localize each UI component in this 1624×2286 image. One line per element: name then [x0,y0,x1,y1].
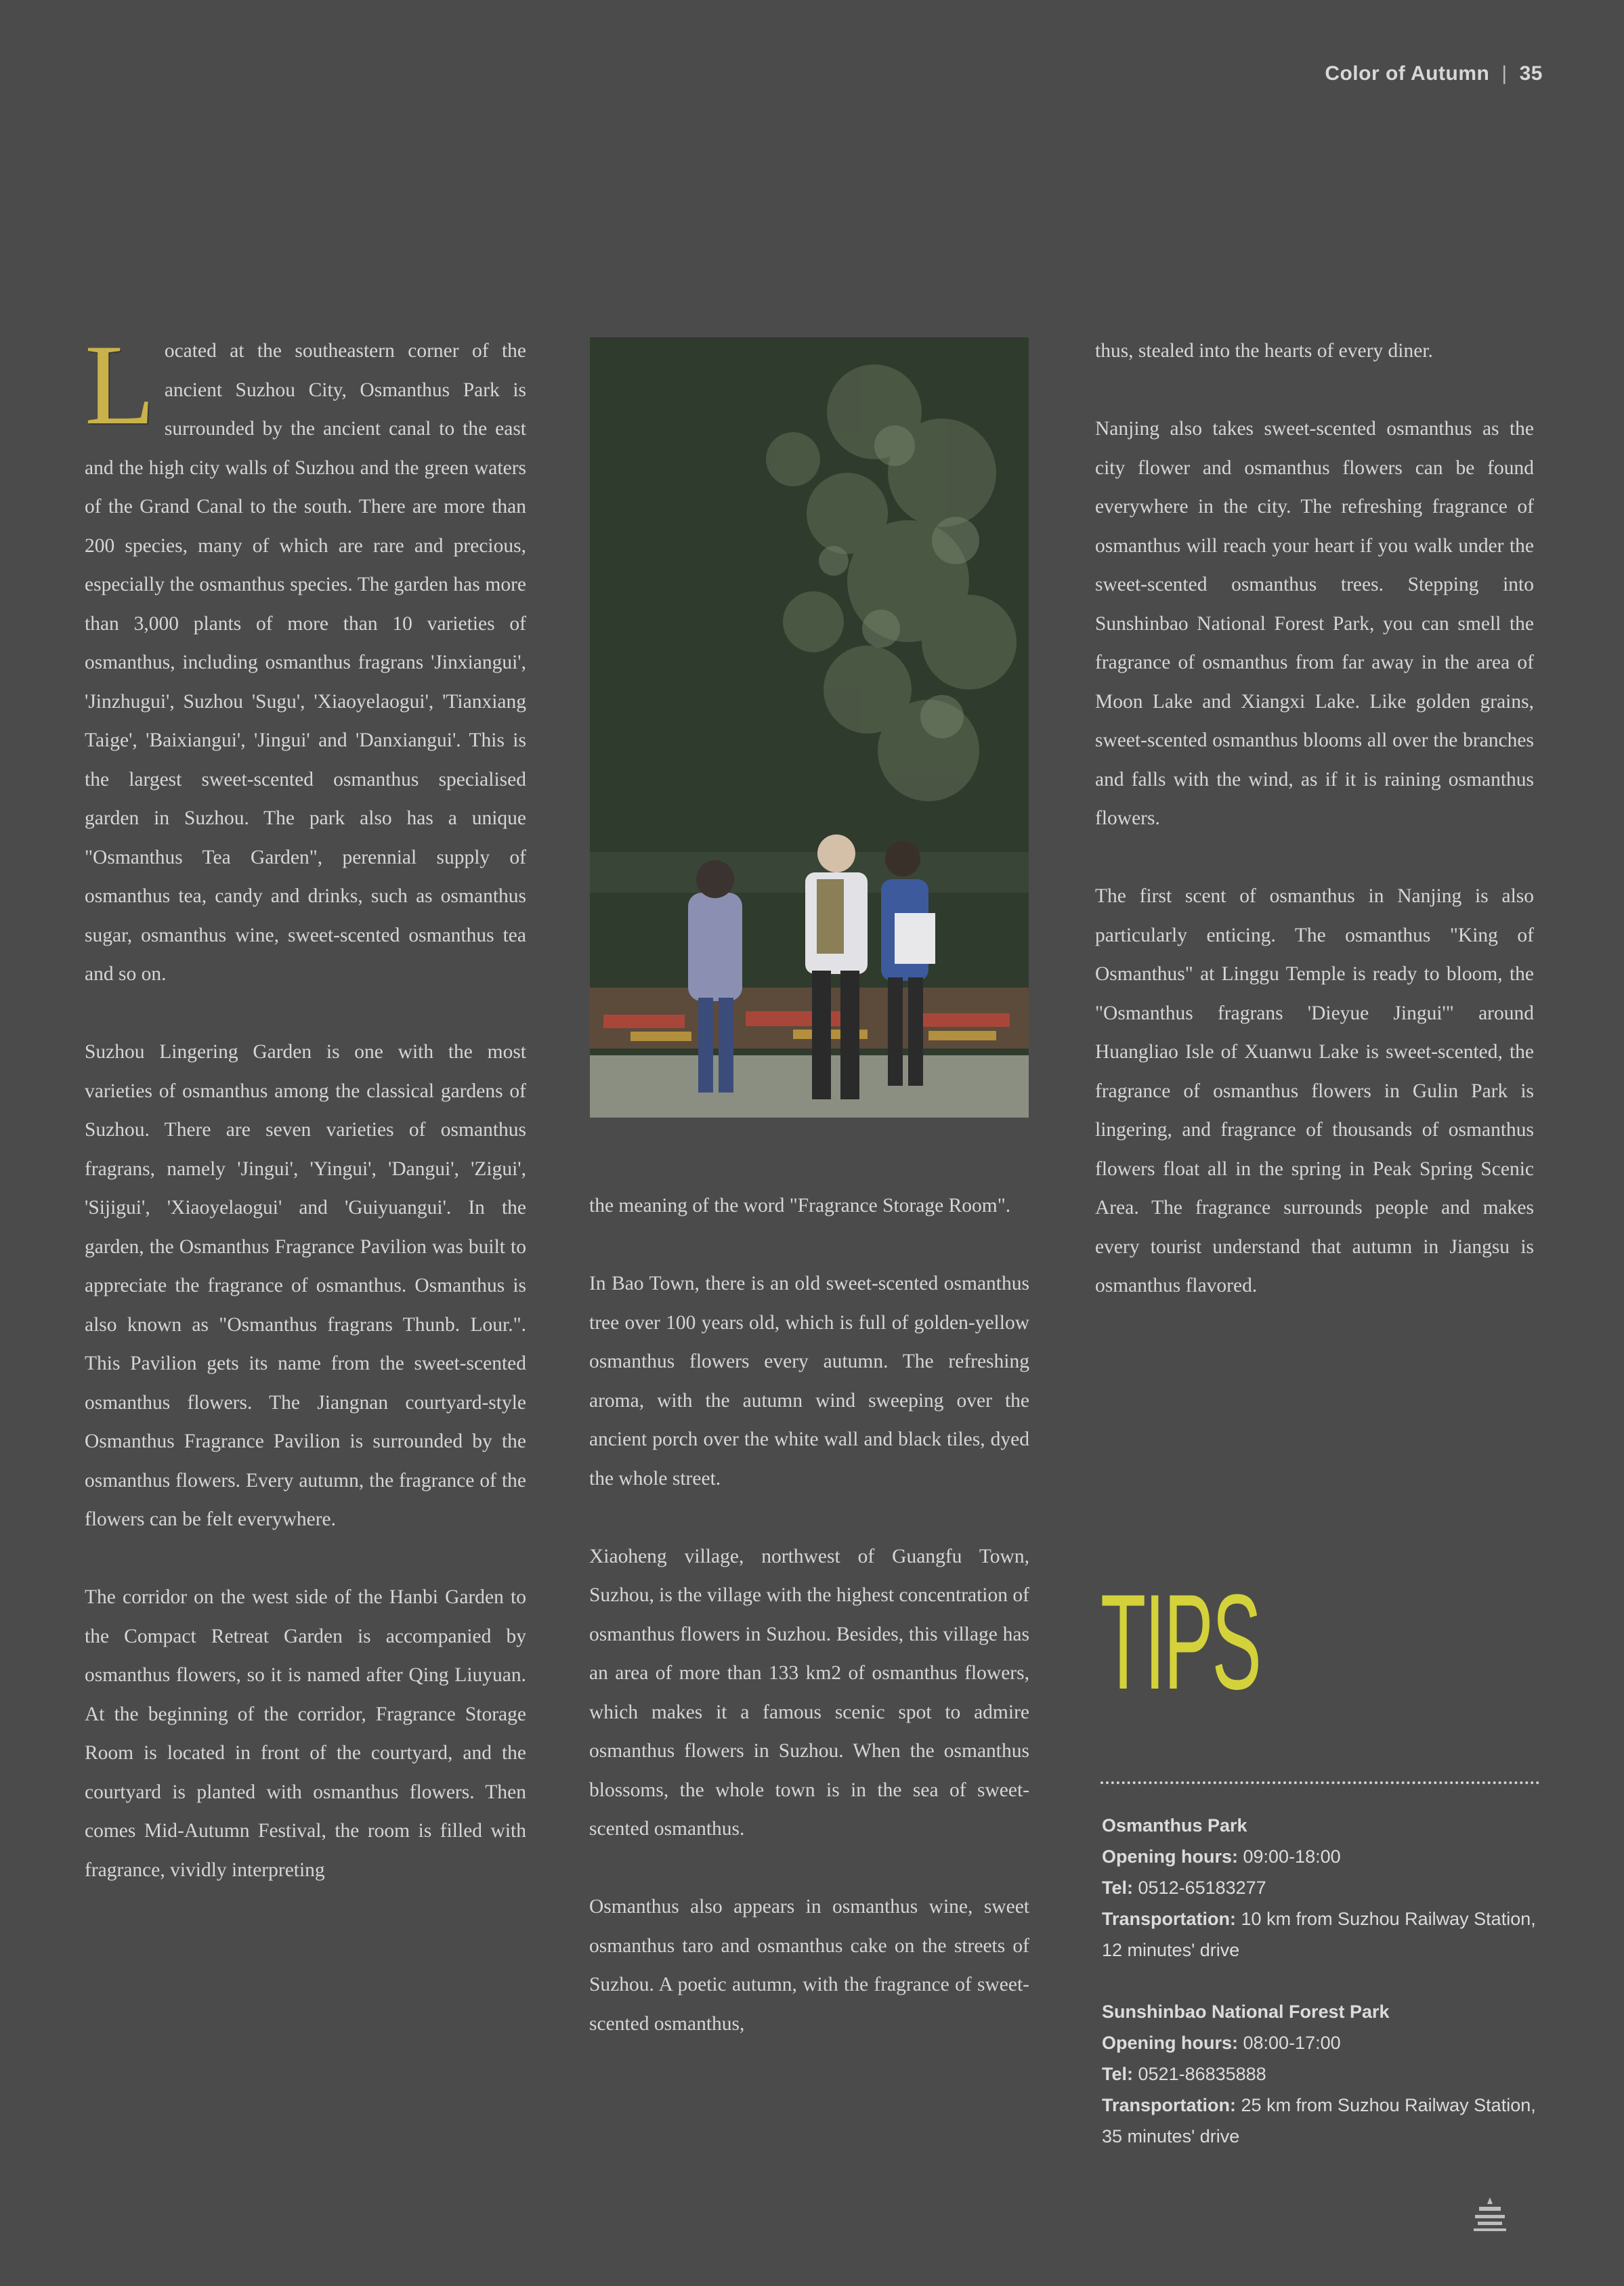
tip-place [1102,1810,1542,1966]
article-column-1 [85,321,526,1929]
paragraph: In Bao Town, there is an old sweet-scented osmanthus tree over 100 years old, which is full of golden-yellow osmanthus flowers every autumn. The refreshing aroma, with the autumn wind sweeping over the ancient porch over the white wall and black tiles, dyed the whole street. [589,1273,1029,1489]
place-name: Osmanthus Park [1102,1815,1247,1836]
drop-cap: L [85,321,155,448]
opening-hours: Opening hours: 09:00-18:00 [1102,1846,1341,1867]
section-title: Color of Autumn [1325,62,1490,85]
tip-place [1102,1996,1542,2152]
dotted-divider [1101,1781,1539,1784]
paragraph-text: ocated at the southeastern corner of the ancient Suzhou City, Osmanthus Park is surrounded by the ancient canal to the east and the high city walls of Suzhou and the green waters of the Grand Canal to the south. There are more than 200 species, many of which are rare and precious, especially the osmanthus species. The garden has more than 3,000 plants of more than 10 varieties of osmanthus, including osmanthus fragrans 'Jinxiangui', 'Jinzhugui', Suzhou 'Sugu', 'Xiaoyelaogui', 'Tianxiang Taige', 'Baixiangui', 'Jingui' and 'Danxiangui'. This is the largest sweet-scented osmanthus specialised garden in Suzhou. The park also has a unique "Osmanthus Tea Garden", perennial supply of osmanthus tea, candy and drinks, such as osmanthus sugar, osmanthus wine, sweet-scented osmanthus tea and so on. [85,340,526,985]
page-number: 35 [1519,62,1543,85]
telephone: Tel: 0521-86835888 [1102,2064,1266,2084]
tips-heading: TIPS [1101,1567,1260,1718]
telephone: Tel: 0512-65183277 [1102,1878,1266,1898]
page-header [1325,62,1543,85]
transportation: Transportation: 25 km from Suzhou Railway Station, 35 minutes' drive [1102,2095,1536,2146]
header-separator: | [1501,62,1508,85]
paragraph: thus, stealed into the hearts of every diner. [1095,340,1433,362]
paragraph: Xiaoheng village, northwest of Guangfu Town, Suzhou, is the village with the highest concentration of osmanthus flowers in Suzhou. Besides, this village has an area of more than 133 km2 of osmanthus flowers, which makes it a famous scenic spot to admire osmanthus flowers in Suzhou. When the osmanthus blossoms, the whole town is in the sea of sweet-scented osmanthus. [589,1545,1029,1840]
article-column-2 [589,1187,1029,2083]
transportation: Transportation: 10 km from Suzhou Railway Station, 12 minutes' drive [1102,1909,1536,1960]
paragraph: The corridor on the west side of the Hanbi Garden to the Compact Retreat Garden is accompanied by osmanthus flowers, so it is named after Qing Liuyuan. At the beginning of the corridor, Fragrance Storage Room is located in front of the courtyard, and the courtyard is planted with osmanthus flowers. Then comes Mid-Autumn Festival, the room is filled with fragrance, vividly interpreting [85,1586,526,1881]
article-column-3 [1095,332,1534,1345]
article-photo [590,337,1029,1118]
paragraph: The first scent of osmanthus in Nanjing is also particularly enticing. The osmanthus "King of Osmanthus" at Linggu Temple is ready to bloom, the "Osmanthus fragrans 'Dieyue Jingui'" around Huangliao Isle of Xuanwu Lake is sweet-scented, the fragrance of osmanthus flowers in Gulin Park is lingering, and fragrance of thousands of osmanthus flowers float all in the spring in Peak Spring Scenic Area. The fragrance surrounds people and makes every tourist understand that autumn in Jiangsu is osmanthus flavored. [1095,885,1534,1296]
magazine-logo-icon [1470,2195,1510,2235]
paragraph: Nanjing also takes sweet-scented osmanthus as the city flower and osmanthus flowers can be found everywhere in the city. The refreshing fragrance of osmanthus will reach your heart if you walk under the sweet-scented osmanthus trees. Stepping into Sunshinbao National Forest Park, you can smell the fragrance of osmanthus from far away in the area of Moon Lake and Xiangxi Lake. Like golden grains, sweet-scented osmanthus blooms all over the branches and falls with the wind, as if it is raining osmanthus flowers. [1095,418,1534,829]
paragraph: Osmanthus also appears in osmanthus wine, sweet osmanthus taro and osmanthus cake on the streets of Suzhou. A poetic autumn, with the fragrance of sweet-scented osmanthus, [589,1896,1029,2035]
paragraph: Suzhou Lingering Garden is one with the most varieties of osmanthus among the classical gardens of Suzhou. There are seven varieties of osmanthus fragrans, namely 'Jingui', 'Yingui', 'Dangui', 'Zigui', 'Sijigui', 'Xiaoyelaogui' and 'Guiyuangui'. In the garden, the Osmanthus Fragrance Pavilion was built to appreciate the fragrance of osmanthus. Osmanthus is also known as "Osmanthus fragrans Thunb. Lour.". This Pavilion gets its name from the sweet-scented osmanthus flowers. The Jiangnan courtyard-style Osmanthus Fragrance Pavilion is surrounded by the osmanthus flowers. Every autumn, the fragrance of the flowers can be felt everywhere. [85,1041,526,1530]
opening-hours: Opening hours: 08:00-17:00 [1102,2033,1341,2053]
photo-illustration [590,337,1029,1118]
place-name: Sunshinbao National Forest Park [1102,2002,1390,2022]
paragraph: the meaning of the word "Fragrance Storage Room". [589,1195,1011,1216]
paragraph [85,321,526,994]
tips-box [1102,1810,1542,2182]
